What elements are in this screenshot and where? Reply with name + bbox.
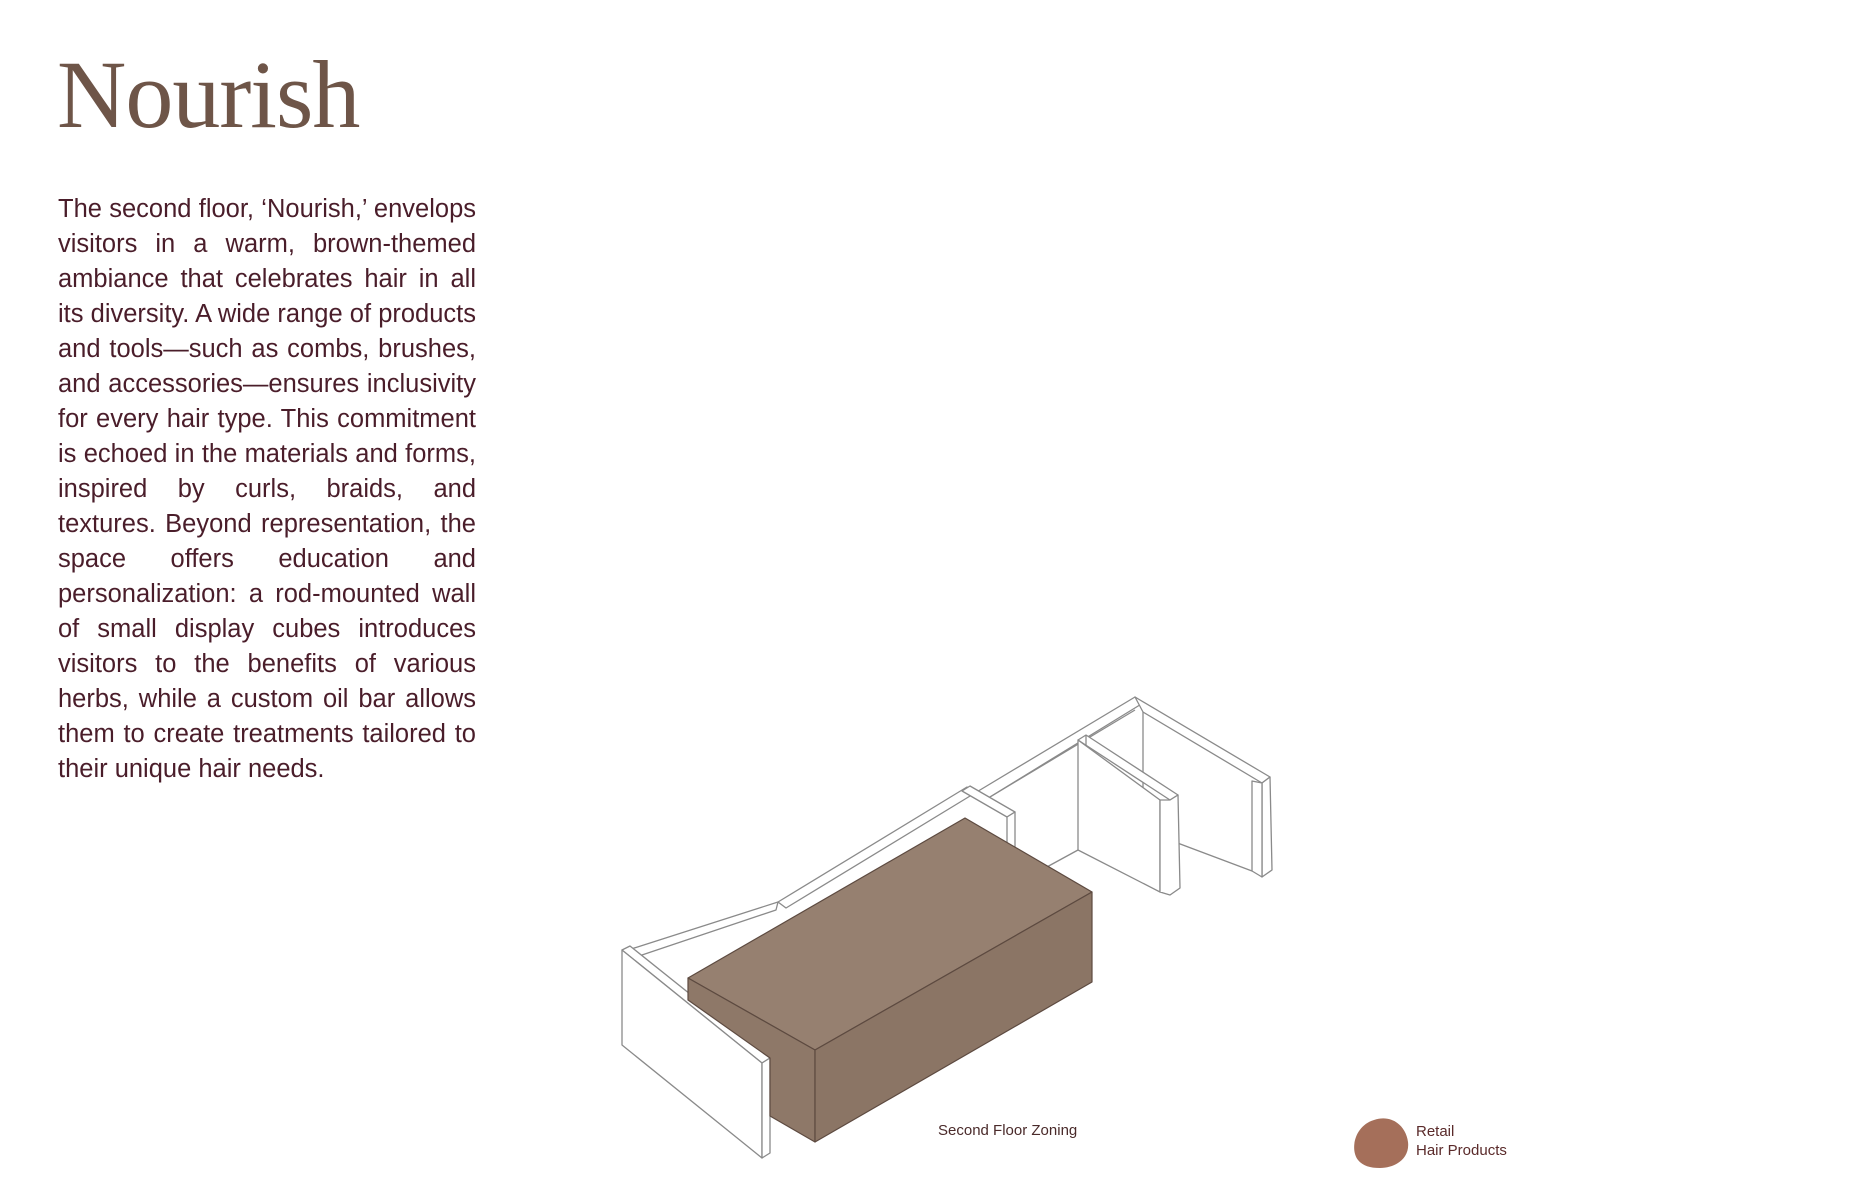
description-paragraph: The second floor, ‘Nourish,’ envelops visitors in a warm, brown-themed ambiance that celebrates hair in all its diversity. A wide range of products and tools—such as combs, brushes, and accessories—ensures inclusivity for every hair type. This commitment is echoed in the materials and forms, inspired by curls, braids, and textures. Beyond representation, the space offers education and personalization: a rod-mounted wall of small display cubes introduces visitors to the benefits of various herbs, while a custom oil bar allows them to create treatments tailored to their unique hair needs. [58, 195, 476, 783]
right-end-wall-face [1262, 777, 1272, 877]
right-back-wall-top [1135, 697, 1270, 783]
legend-label [1416, 1122, 1507, 1160]
middle-wall-end [1160, 795, 1180, 895]
floor-edge-middle [1045, 850, 1078, 868]
left-wall-end [762, 1058, 770, 1158]
legend-label-line2: Hair Products [1416, 1142, 1507, 1159]
legend-label-line1: Retail [1416, 1123, 1455, 1140]
legend-swatch-icon [1348, 1114, 1412, 1170]
page-title: Nourish [57, 41, 360, 148]
diagram-caption: Second Floor Zoning [938, 1122, 1078, 1139]
right-end-wall-front [1252, 781, 1262, 877]
